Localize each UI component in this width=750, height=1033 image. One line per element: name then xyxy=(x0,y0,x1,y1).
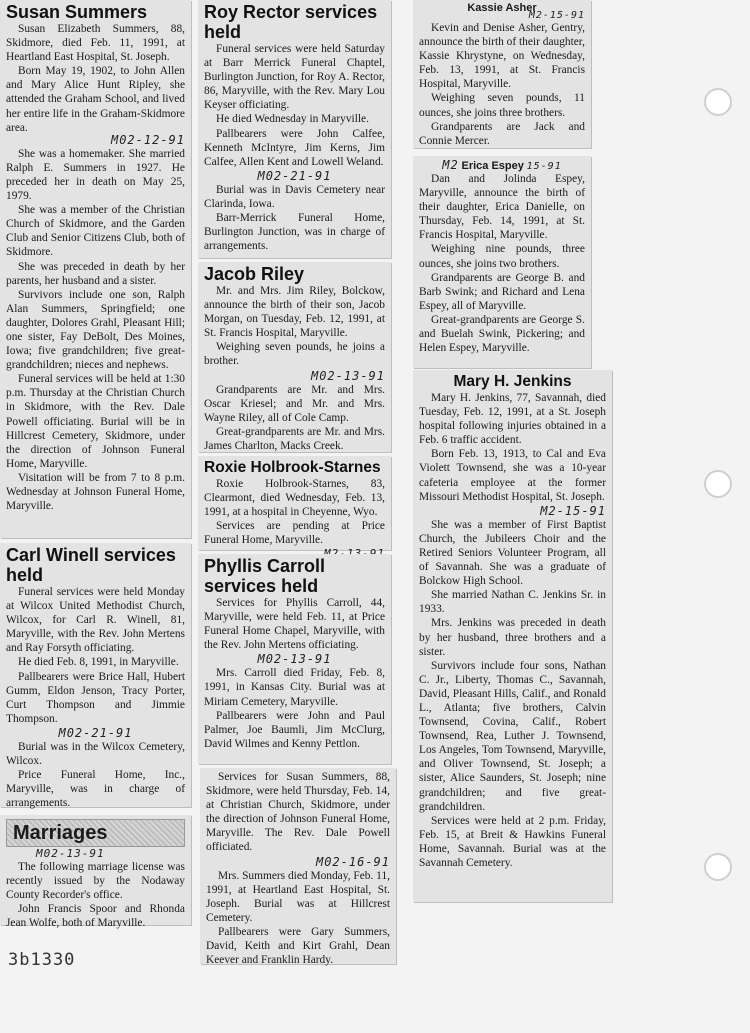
paragraph: He died Wednesday in Maryville. xyxy=(216,113,369,126)
paragraph: Mary H. Jenkins, 77, Savannah, died Tuesday, Feb. 12, 1991, at a St. Joseph hospital following injuries obtained in a Feb. 6 traffic accident. xyxy=(419,392,606,447)
clipping-carl-winell xyxy=(0,543,191,810)
paragraph: Services for Susan Summers, 88, Skidmore, were held Thursday, Feb. 14, at Christian Church, Skidmore, under the direction of Johnson Funeral Home, Maryville. The Rev. Dale Powell officiated. xyxy=(206,771,390,854)
obituary-heading: Mary H. Jenkins xyxy=(453,373,572,390)
handwritten-note: M02-13-91 xyxy=(310,368,385,383)
paragraph: Pallbearers were John and Paul Palmer, Joe Baumli, Jim McClurg, David Wilmes and Kenny Pettlon. xyxy=(204,709,385,750)
clipping-kassie-asher xyxy=(413,0,591,148)
clipping-phyllis-carroll xyxy=(198,554,391,764)
obituary-heading: Phyllis Carroll services held xyxy=(204,556,326,596)
paragraph: Roxie Holbrook-Starnes, 83, Clearmont, died Wednesday, Feb. 13, 1991, at a hospital in Cheyenne, Wyo. xyxy=(204,478,385,519)
paragraph: Mr. and Mrs. Jim Riley, Bolckow, announce the birth of their son, Jacob Morgan, on Tuesday, Feb. 12, 1991, at St. Francis Hospital, Maryville. xyxy=(204,285,385,340)
paragraph: The following marriage license was recently issued by the Nodaway County Recorder's office. xyxy=(6,861,185,902)
paragraph: Grandparents are George B. and Barb Swink; and Richard and Lena Espey, all of Maryville. xyxy=(419,271,585,312)
section-heading: Marriages xyxy=(6,819,185,847)
clipping-susan-summers xyxy=(0,0,191,538)
paragraph: Pallbearers were Brice Hall, Hubert Gumm, Eldon Jenson, Tracy Porter, Curt Thompson and Jimmie Thompson. xyxy=(6,670,185,725)
paragraph: Funeral services will be held at 1:30 p.m. Thursday at the Christian Church in Skidmore, with the Rev. Dale Powell officiating. Burial will be in Hillcrest Cemetery, Skidmore, under the direction of Johnson Funeral Home, Maryville. xyxy=(6,373,185,470)
paragraph: She was a homemaker. She married Ralph E. Summers in 1927. He preceded her in death on May 25, 1979. xyxy=(6,147,185,203)
paragraph: Services were held at 2 p.m. Friday, Feb. 15, at Breit & Hawkins Funeral Home, Savannah. Burial was at the Savannah Cemetery. xyxy=(419,814,606,869)
paragraph: Services for Phyllis Carroll, 44, Maryville, were held Feb. 11, at Price Funeral Home Chapel, Maryville, with the Rev. John Mertens officiating. xyxy=(204,597,385,652)
clipping-erica-espey xyxy=(413,156,591,368)
birth-heading: Jacob Riley xyxy=(204,264,305,284)
handwritten-note: M2-15-91 xyxy=(540,503,606,518)
clipping-marriages xyxy=(0,815,191,930)
handwritten-note: M2 xyxy=(442,158,459,172)
paragraph: John Francis Spoor and Rhonda Jean Wolfe, both of Maryville. xyxy=(6,903,185,930)
paragraph: Barr-Merrick Funeral Home, Burlington Junction, was in charge of arrangements. xyxy=(204,212,385,253)
paragraph: Mrs. Jenkins was preceded in death by her husband, three brothers and a sister. xyxy=(419,617,606,658)
paragraph: She married Nathan C. Jenkins Sr. in 1933. xyxy=(419,589,606,616)
paragraph: Great-grandparents are Mr. and Mrs. James Charlton, Macks Creek. xyxy=(204,425,385,452)
obituary-heading: Susan Summers xyxy=(6,2,148,22)
birth-heading: Kassie Asher xyxy=(467,2,537,14)
obituary-heading: Roy Rector services held xyxy=(204,2,378,42)
paragraph: He died Feb. 8, 1991, in Maryville. xyxy=(18,656,179,669)
paragraph: Pallbearers were Gary Summers, David, Keith and Kirt Grahl, Dean Keever and Franklin Hardy. xyxy=(206,925,390,967)
paragraph: Born Feb. 13, 1913, to Cal and Eva Violett Townsend, she was a 10-year cafeteria employee at the former Missouri Methodist Hospital, St. Joseph. xyxy=(419,448,606,503)
handwritten-note: M02-12-91 xyxy=(110,132,185,147)
paragraph: Weighing seven pounds, 11 ounces, she joins three brothers. xyxy=(419,92,585,119)
handwritten-note: M02-13-91 xyxy=(36,847,105,860)
paragraph: Mrs. Summers died Monday, Feb. 11, 1991, at Heartland East Hospital, St. Joseph. Burial was at Hillcrest Cemetery. xyxy=(206,869,390,924)
paragraph: Dan and Jolinda Espey, Maryville, announce the birth of their daughter, Erica Danielle, on Thursday, Feb. 14, 1991, at St. Francis Hospital, Maryville. xyxy=(419,173,585,242)
handwritten-note: M02-13-91 xyxy=(257,652,332,667)
handwritten-note: M02-16-91 xyxy=(315,854,390,869)
paragraph: Burial was in the Wilcox Cemetery, Wilcox. xyxy=(6,740,185,768)
handwritten-note: 15-91 xyxy=(526,161,562,172)
paragraph: Born May 19, 1902, to John Allen and Mary Alice Hunt Ripley, she attended the Graham School, and lived her entire life in the Graham-Skidmore area. xyxy=(6,65,185,134)
paragraph: Grandparents are Mr. and Mrs. Oscar Kriesel; and Mr. and Mrs. Wayne Riley, all of Cole Camp. xyxy=(204,383,385,424)
clipping-jacob-riley xyxy=(198,262,391,452)
clipping-mary-h-jenkins xyxy=(413,370,612,902)
obituary-heading: Carl Winell services held xyxy=(6,545,176,585)
handwritten-note: M02-21-91 xyxy=(58,725,133,740)
handwritten-page-number: 3b1330 xyxy=(8,950,76,970)
paragraph: Susan Elizabeth Summers, 88, Skidmore, died Feb. 11, 1991, at Heartland East Hospital, St. Joseph. xyxy=(6,23,185,64)
punch-hole xyxy=(704,88,732,116)
paragraph: Weighing nine pounds, three ounces, she joins two brothers. xyxy=(419,243,585,270)
paragraph: Price Funeral Home, Inc., Maryville, was in charge of arrangements. xyxy=(6,769,185,810)
paragraph: Mrs. Carroll died Friday, Feb. 8, 1991, in Kansas City. Burial was at Miriam Cemetery, Maryville. xyxy=(204,667,385,708)
paragraph: She was preceded in death by her parents, her husband and a sister. xyxy=(6,260,185,287)
paragraph: She was a member of First Baptist Church, the Jubileers Choir and the Retired Seniors Volunteer Program, all of Savannah. She was a graduate of Bolckow High School. xyxy=(419,518,606,588)
paragraph: Burial was in Davis Cemetery near Clarinda, Iowa. xyxy=(204,183,385,210)
paragraph: Great-grandparents are George S. and Buelah Swink, Pickering; and Helen Espey, Maryville. xyxy=(419,313,585,355)
paragraph: She was a member of the Christian Church of Skidmore, and the Garden Club and Senior Citizens Club, both of Skidmore. xyxy=(6,204,185,259)
paragraph: Survivors include one son, Ralph Alan Summers, Springfield; one daughter, Dolores Grahl, Pleasant Hill; one sister, Fay DeBolt, Des Moines, Iowa; five grandchildren; five great-grandchildren; nieces and nephews. xyxy=(6,288,185,372)
handwritten-note: M02-21-91 xyxy=(257,168,332,183)
paragraph: Pallbearers were John Calfee, Kenneth McIntyre, Jim Kerns, Jim Calfee, Allen Kent and Lowell Weland. xyxy=(204,127,385,168)
paragraph: Funeral services were held Monday at Wilcox United Methodist Church, Wilcox, for Carl R. Winell, 81, Maryville, with the Rev. John Mertens and Ray Forsyth officiating. xyxy=(6,586,185,655)
paragraph: Weighing seven pounds, he joins a brother. xyxy=(204,341,385,368)
paragraph: Visitation will be from 7 to 8 p.m. Wednesday at Johnson Funeral Home, Maryville. xyxy=(6,471,185,513)
clipping-roxie-holbrook-starnes xyxy=(198,456,391,550)
punch-hole xyxy=(704,853,732,881)
paragraph: Kevin and Denise Asher, Gentry, announce the birth of their daughter, Kassie Khrystyne, on Wednesday, Feb. 13, 1991, at St. Francis Hospital, Maryville. xyxy=(419,22,585,91)
clipping-roy-rector xyxy=(198,0,391,258)
paragraph: Services are pending at Price Funeral Home, Maryville. xyxy=(204,520,385,547)
paragraph: Survivors include four sons, Nathan C. Jr., Liberty, Thomas C., Savannah, David, Pleasant Hills, Calif., and Ronald L., Atlanta; five brothers, Calvin Townsend, Covina, Calif., Robert Townsend, Rea, Luther J. Townsend, Los Angeles, Tom Townsend, Maryville, and Oliver Townsend, St. Joseph; a sister, Alice Saunders, St. Joseph; nine grandchildren; and five great-grandchildren. xyxy=(419,659,606,813)
punch-hole xyxy=(704,470,732,498)
handwritten-note: M2-15-91 xyxy=(528,10,585,21)
obituary-heading: Roxie Holbrook-Starnes xyxy=(204,459,381,476)
clipping-susan-summers-services xyxy=(200,768,396,967)
birth-heading: Erica Espey xyxy=(461,160,524,172)
paragraph: Grandparents are Jack and Connie Mercer. xyxy=(419,120,585,147)
paragraph: Funeral services were held Saturday at Barr Merrick Funeral Chaptel, Burlington Junction, for Roy A. Rector, 86, Maryville, with the Rev. Mary Lou Keyser officiating. xyxy=(204,43,385,112)
